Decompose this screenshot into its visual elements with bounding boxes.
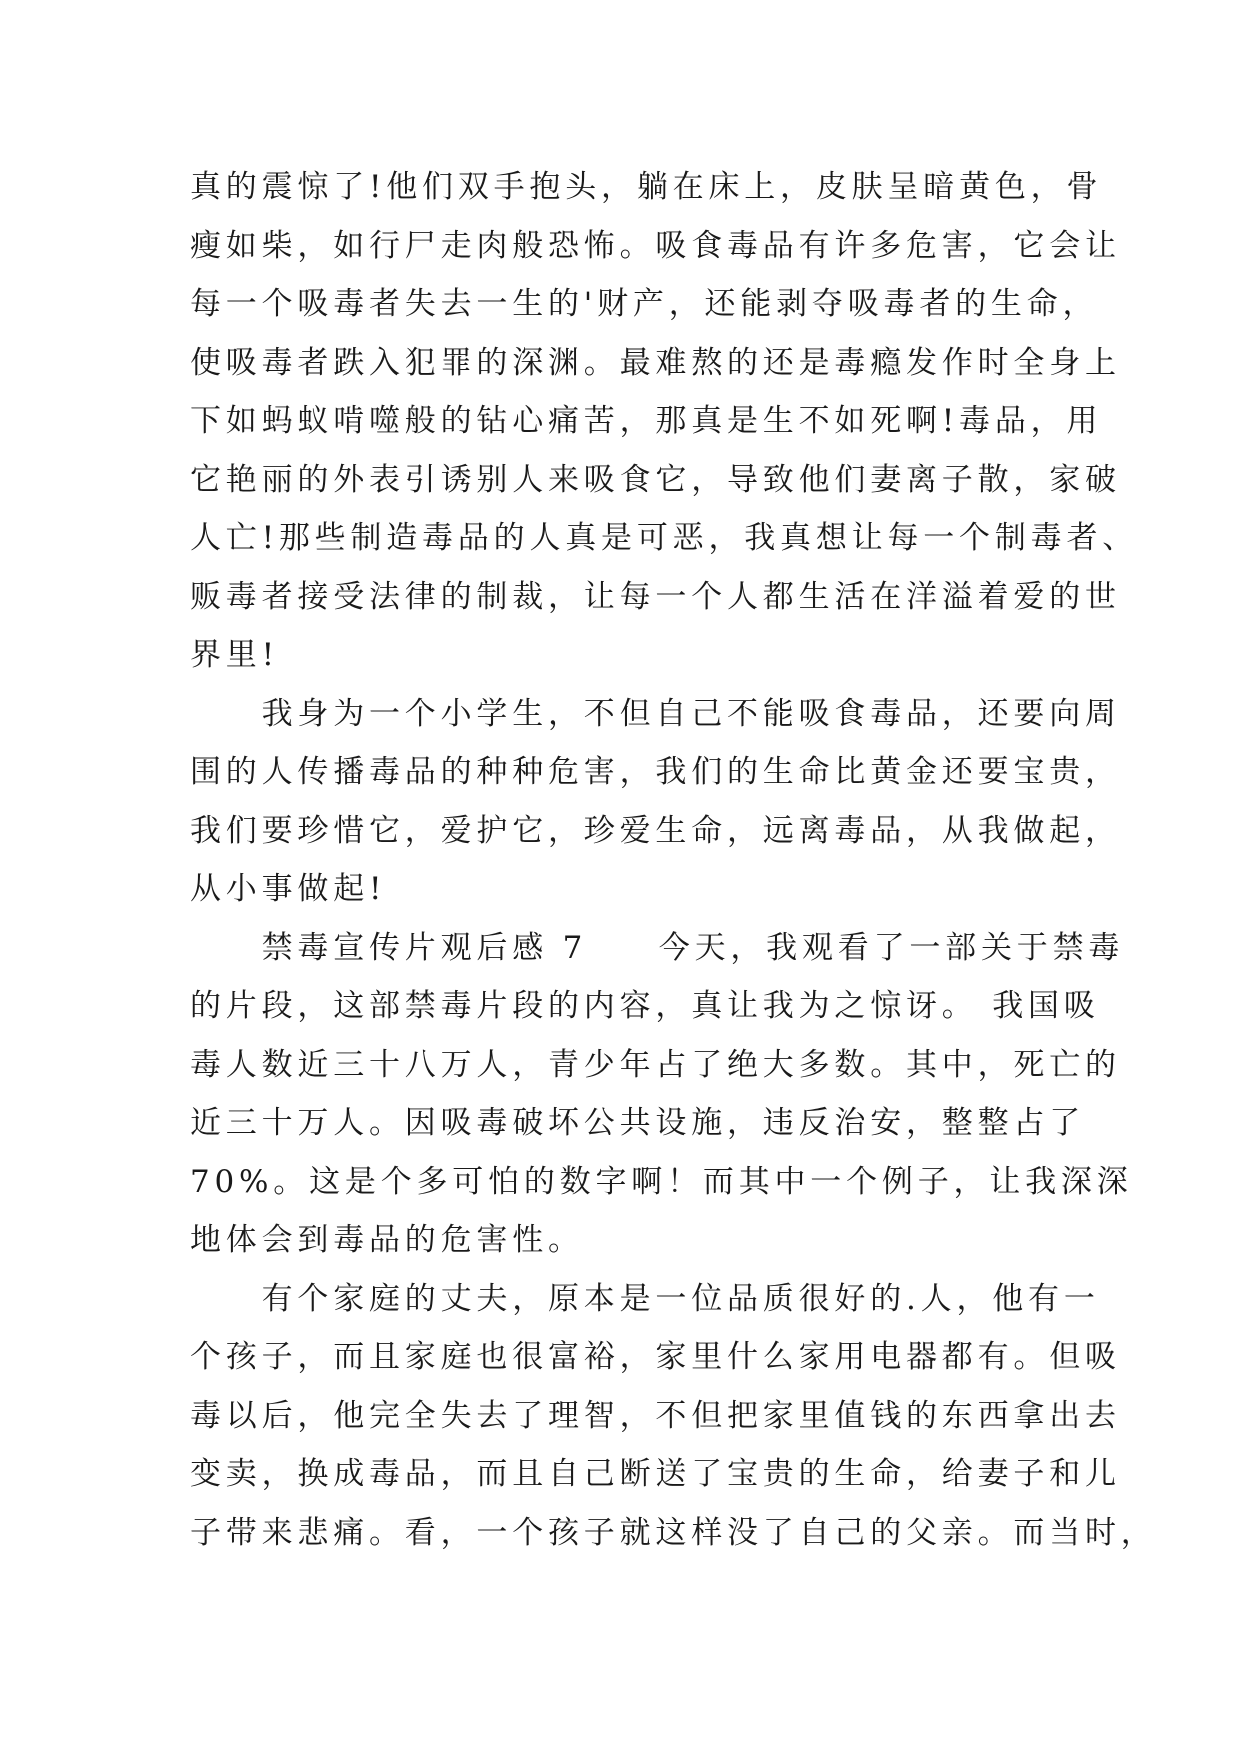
text-line: 它艳丽的外表引诱别人来吸食它，导致他们妻离子散，家破: [190, 461, 1121, 498]
text-line: 围的人传播毒品的种种危害，我们的生命比黄金还要宝贵，: [190, 754, 1121, 790]
text-line: 毒以后，他完全失去了理智，不但把家里值钱的东西拿出去: [190, 1397, 1121, 1434]
text-line: 变卖，换成毒品，而且自己断送了宝贵的生命，给妻子和儿: [190, 1456, 1121, 1492]
text-line: 贩毒者接受法律的制裁，让每一个人都生活在洋溢着爱的世: [190, 578, 1121, 615]
text-line: 人亡!那些制造毒品的人真是可恶，我真想让每一个制毒者、: [190, 520, 1139, 556]
text-line: 界里!: [190, 637, 279, 673]
text-line: 我身为一个小学生，不但自己不能吸食毒品，还要向周: [190, 695, 1121, 732]
text-line: 禁毒宣传片观后感 7 今天，我观看了一部关于禁毒: [190, 929, 1125, 966]
text-line: 使吸毒者跌入犯罪的深渊。最难熬的还是毒瘾发作时全身上: [190, 344, 1121, 381]
text-line: 每一个吸毒者失去一生的'财产，还能剥夺吸毒者的生命，: [190, 286, 1099, 322]
text-line: 瘦如柴，如行尸走肉般恐怖。吸食毒品有许多危害，它会让: [190, 227, 1121, 264]
text-line: 70%。这是个多可怕的数字啊！而其中一个例子，让我深深: [190, 1163, 1133, 1200]
text-line: 我们要珍惜它，爱护它，珍爱生命，远离毒品，从我做起，: [190, 812, 1121, 849]
text-line: 下如蚂蚁啃噬般的钻心痛苦，那真是生不如死啊!毒品，用: [190, 403, 1103, 439]
text-line: 个孩子，而且家庭也很富裕，家里什么家用电器都有。但吸: [190, 1339, 1121, 1375]
text-line: 真的震惊了!他们双手抱头，躺在床上，皮肤呈暗黄色，骨: [190, 169, 1103, 205]
text-line: 的片段，这部禁毒片段的内容，真让我为之惊讶。 我国吸: [190, 988, 1100, 1024]
text-line: 毒人数近三十八万人，青少年占了绝大多数。其中，死亡的: [190, 1046, 1121, 1083]
text-line: 地体会到毒品的危害性。: [190, 1222, 584, 1258]
body-text: [190, 158, 1157, 1562]
text-line: 从小事做起!: [190, 871, 387, 907]
text-line: 子带来悲痛。看，一个孩子就这样没了自己的父亲。而当时，: [190, 1514, 1157, 1551]
text-line: 近三十万人。因吸毒破坏公共设施，违反治安，整整占了: [190, 1105, 1085, 1141]
text-line: 有个家庭的丈夫，原本是一位品质很好的.人，他有一: [190, 1280, 1100, 1317]
